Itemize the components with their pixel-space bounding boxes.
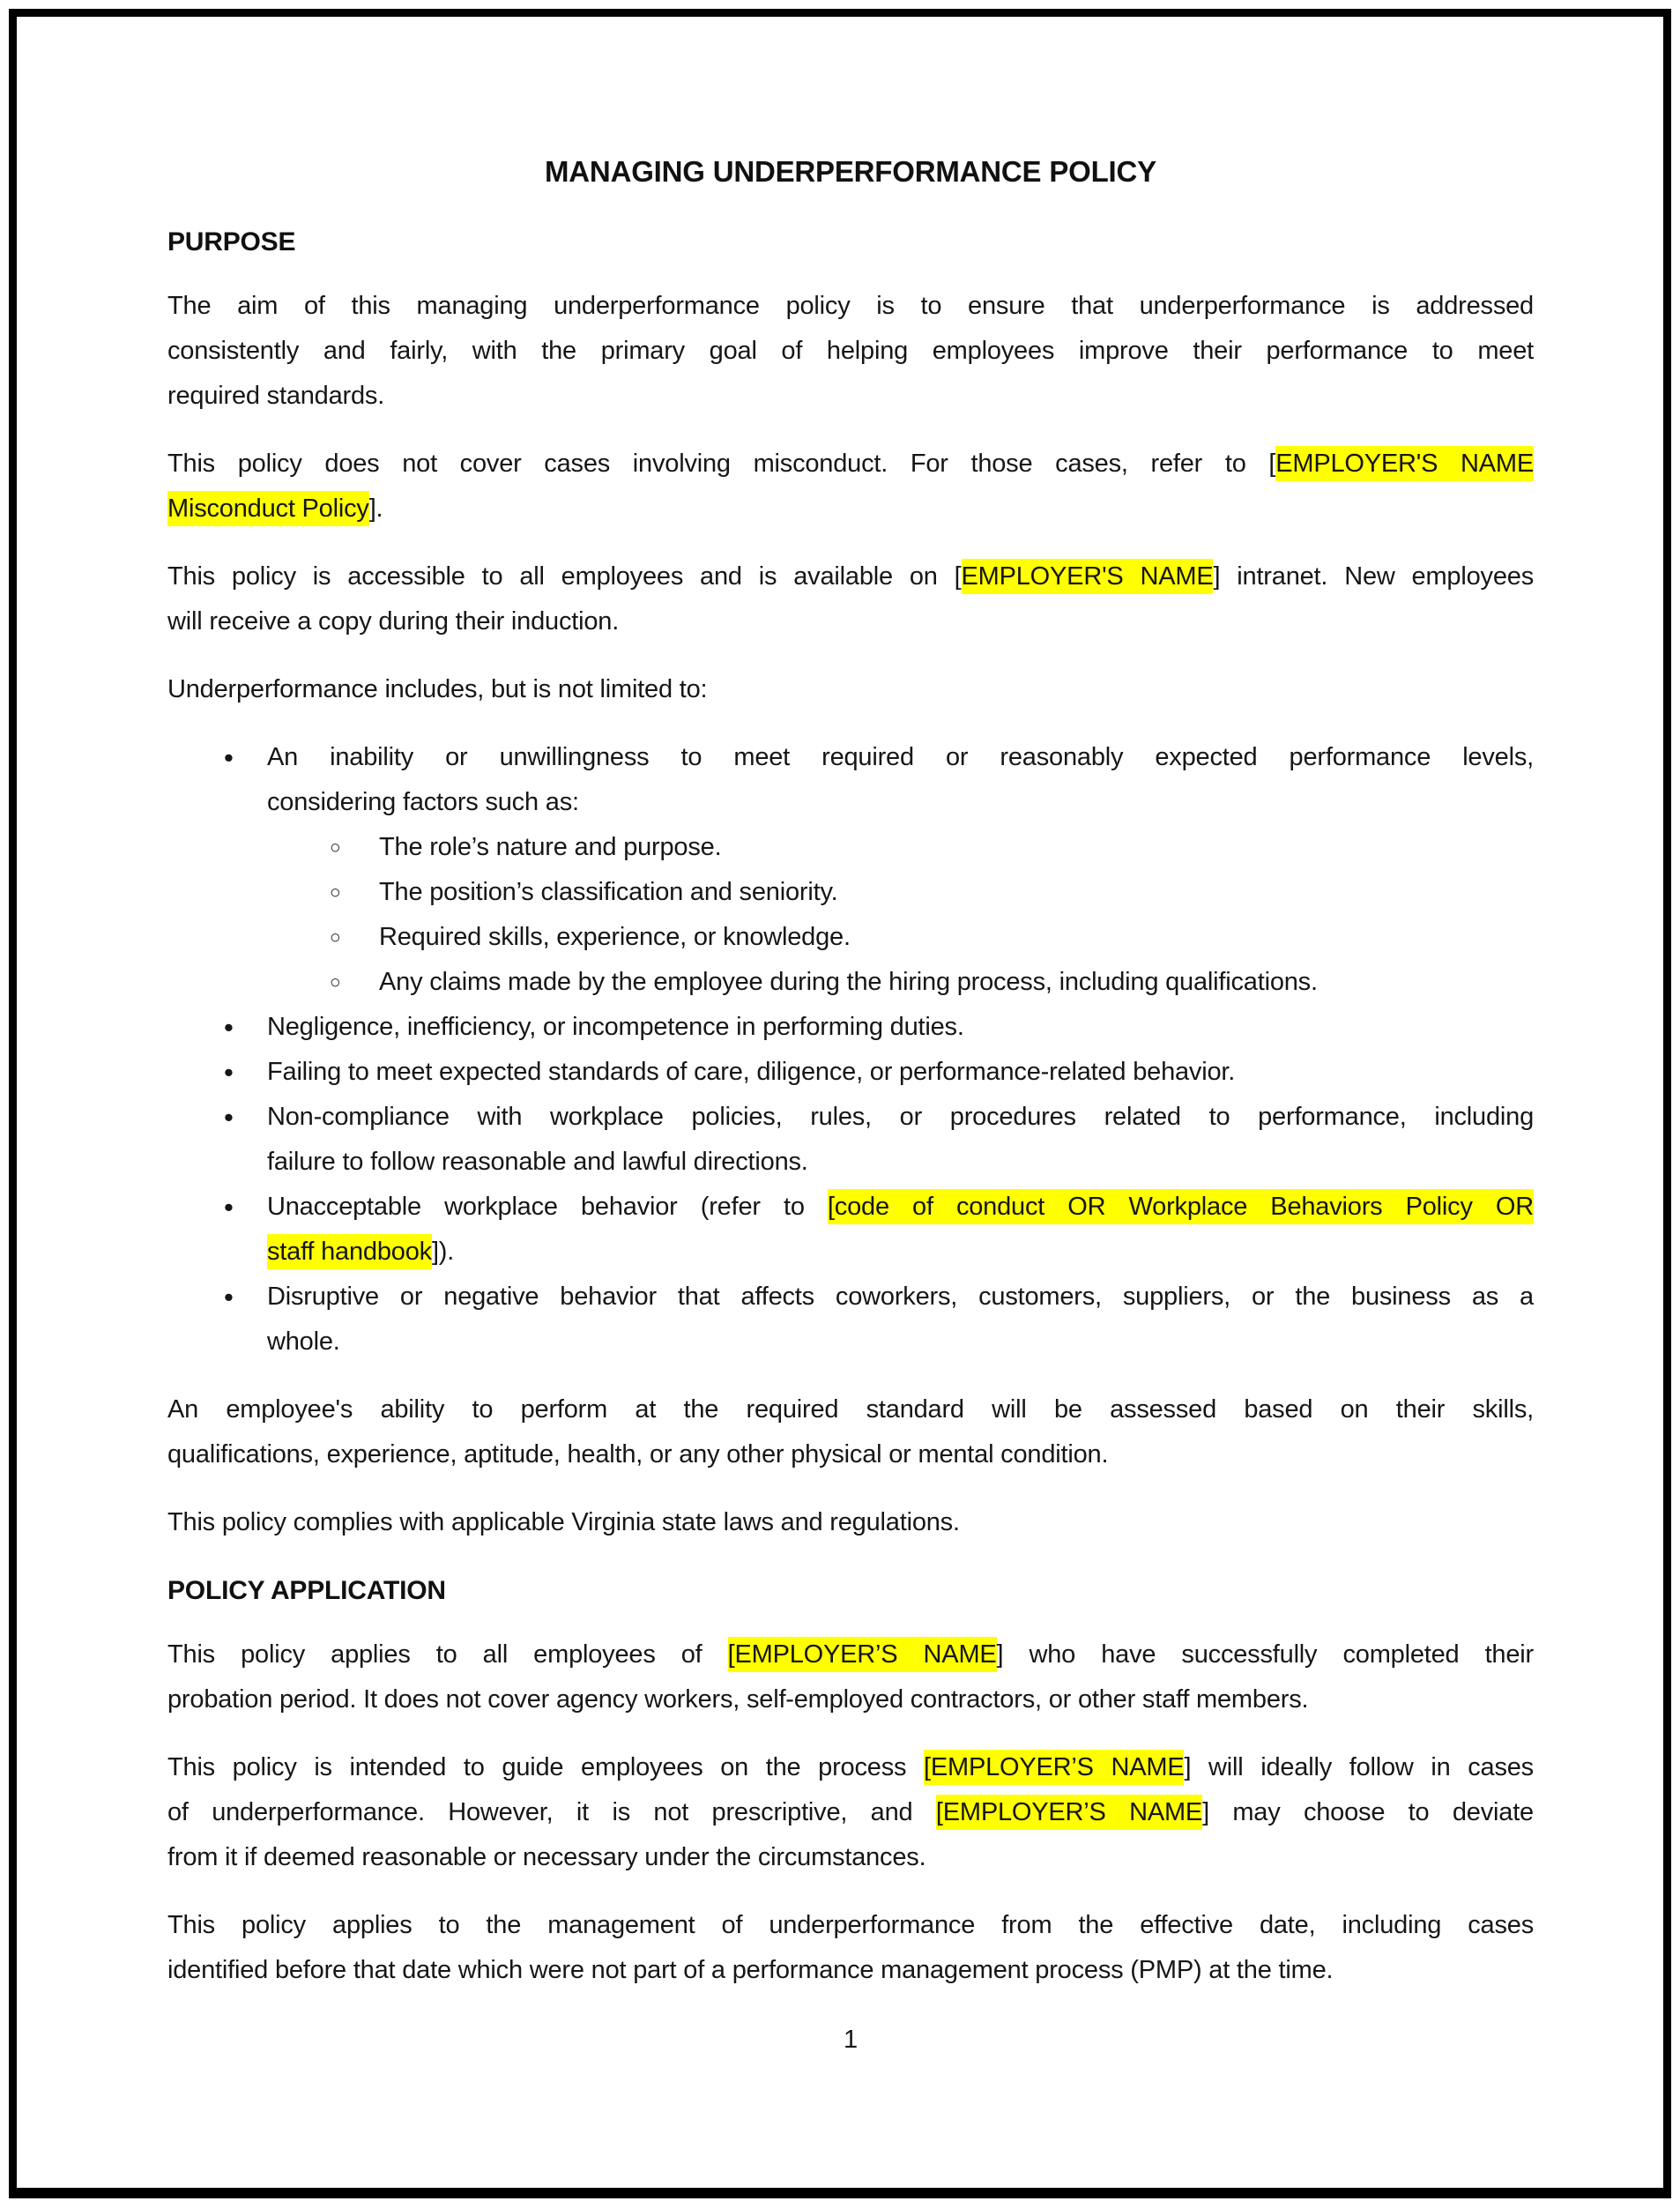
text-run: Required skills, experience, or knowledge.	[379, 923, 851, 951]
paragraph	[167, 1387, 1534, 1477]
text-run: This policy complies with applicable Virginia state laws and regulations.	[167, 1508, 960, 1536]
paragraph-line	[167, 284, 1534, 329]
text-run: An inability or unwillingness to meet required or reasonably expected performance levels,	[267, 743, 1534, 771]
highlighted-text: Misconduct Policy	[167, 491, 369, 526]
sub-bullet-marker: ○	[330, 972, 341, 993]
sub-bullet-marker: ○	[330, 882, 341, 903]
bullet-line	[167, 1320, 1534, 1364]
bullet-line	[167, 960, 1534, 1005]
text-run: Unacceptable workplace behavior (refer to	[267, 1193, 828, 1221]
paragraph	[167, 284, 1534, 419]
text-run: ]).	[431, 1238, 455, 1266]
bullet-line	[167, 1140, 1534, 1185]
highlighted-text: [EMPLOYER’S NAME	[728, 1637, 997, 1672]
paragraph-line	[167, 1745, 1534, 1790]
paragraph	[167, 1632, 1534, 1722]
paragraph-line	[167, 1790, 1534, 1835]
text-run: consistently and fairly, with the primary goal of helping employees improve their performance to meet	[167, 337, 1534, 365]
text-run: qualifications, experience, aptitude, health, or any other physical or mental condition.	[167, 1440, 1109, 1469]
paragraph	[167, 554, 1534, 644]
bullet-line	[167, 1050, 1534, 1095]
text-run: The position’s classification and seniority.	[379, 878, 838, 906]
document-content	[167, 149, 1534, 2063]
text-run: This policy applies to the management of underperformance from the effective date, including cases	[167, 1911, 1534, 1939]
paragraph	[167, 667, 1534, 712]
text-run: Failing to meet expected standards of care, diligence, or performance-related behavior.	[267, 1058, 1236, 1086]
text-run: This policy does not cover cases involving misconduct. For those cases, refer to [	[167, 450, 1276, 478]
paragraph-line	[167, 374, 1534, 419]
text-run: ] who have successfully completed their	[996, 1640, 1534, 1669]
sub-bullet-marker: ○	[330, 927, 341, 948]
text-run: failure to follow reasonable and lawful directions.	[267, 1148, 808, 1176]
bullet-marker: •	[224, 1192, 234, 1223]
text-run: ] may choose to deviate	[1202, 1798, 1534, 1826]
section-heading: PURPOSE	[167, 227, 296, 257]
paragraph	[167, 1903, 1534, 1993]
paragraph	[167, 442, 1534, 532]
highlighted-text: [EMPLOYER’S NAME	[924, 1750, 1184, 1785]
paragraph-line	[167, 329, 1534, 374]
paragraph-line	[167, 1948, 1534, 1993]
text-run: identified before that date which were not part of a performance management process (PMP) at the time.	[167, 1956, 1334, 1984]
text-run: probation period. It does not cover agency workers, self-employed contractors, or other staff members.	[167, 1685, 1309, 1714]
paragraph-line	[167, 1903, 1534, 1948]
highlighted-text: staff handbook	[267, 1234, 432, 1269]
text-run: ] intranet. New employees	[1213, 562, 1534, 591]
bullet-line	[167, 1005, 1534, 1050]
highlighted-text: [code of conduct OR Workplace Behaviors Policy OR	[828, 1189, 1534, 1224]
paragraph	[167, 1500, 1534, 1545]
paragraph-line	[167, 442, 1534, 487]
text-run: This policy applies to all employees of	[167, 1640, 728, 1669]
text-run: This policy is intended to guide employees on the process	[167, 1753, 924, 1781]
paragraph-line	[167, 1500, 1534, 1545]
bullet-line	[167, 1275, 1534, 1320]
paragraph-line	[167, 487, 1534, 532]
text-run: Disruptive or negative behavior that affects coworkers, customers, suppliers, or the business as a	[267, 1283, 1534, 1311]
text-run: will receive a copy during their induction.	[167, 607, 620, 636]
text-run: required standards.	[167, 382, 385, 410]
bullet-marker: •	[224, 1057, 234, 1088]
paragraph-line	[167, 1432, 1534, 1477]
paragraph-line	[167, 1835, 1534, 1880]
text-run: ] will ideally follow in cases	[1184, 1753, 1534, 1781]
document-title: MANAGING UNDERPERFORMANCE POLICY	[545, 155, 1156, 188]
bullet-marker: •	[224, 742, 234, 773]
paragraph-line	[167, 667, 1534, 712]
sub-bullet-marker: ○	[330, 837, 341, 858]
text-run: An employee's ability to perform at the required standard will be assessed based on their skills,	[167, 1395, 1534, 1424]
text-run: of underperformance. However, it is not prescriptive, and	[167, 1798, 936, 1826]
text-run: considering factors such as:	[267, 788, 579, 816]
paragraph-line	[167, 554, 1534, 599]
bullet-line	[167, 915, 1534, 960]
highlighted-text: [EMPLOYER’S NAME	[936, 1795, 1202, 1830]
bullet-line	[167, 1230, 1534, 1275]
bullet-line	[167, 825, 1534, 870]
text-run: The aim of this managing underperformance policy is to ensure that underperformance is addressed	[167, 292, 1534, 320]
text-run: Non-compliance with workplace policies, rules, or procedures related to performance, including	[267, 1103, 1534, 1131]
paragraph-line	[167, 1677, 1534, 1722]
highlighted-text: EMPLOYER'S NAME	[962, 559, 1214, 594]
bullet-line	[167, 870, 1534, 915]
text-run: Negligence, inefficiency, or incompetence in performing duties.	[267, 1013, 964, 1041]
highlighted-text: EMPLOYER'S NAME	[1275, 446, 1534, 481]
paragraph-line	[167, 1387, 1534, 1432]
text-run: ].	[368, 494, 383, 523]
bullet-marker: •	[224, 1282, 234, 1312]
bullet-marker: •	[224, 1102, 234, 1133]
bullet-line	[167, 780, 1534, 825]
bullet-line	[167, 735, 1534, 780]
document-body	[167, 219, 1534, 1993]
bullet-line	[167, 1185, 1534, 1230]
text-run: from it if deemed reasonable or necessary under the circumstances.	[167, 1843, 926, 1871]
text-run: whole.	[267, 1327, 340, 1356]
paragraph-line	[167, 599, 1534, 644]
paragraph-line	[167, 1632, 1534, 1677]
text-run: Underperformance includes, but is not limited to:	[167, 675, 708, 703]
section-heading: POLICY APPLICATION	[167, 1576, 446, 1605]
bullet-marker: •	[224, 1012, 234, 1043]
paragraph	[167, 1745, 1534, 1880]
bullet-list	[167, 735, 1534, 1364]
page-number: 1	[844, 2026, 858, 2054]
text-run: Any claims made by the employee during the hiring process, including qualifications.	[379, 968, 1318, 996]
text-run: This policy is accessible to all employees and is available on [	[167, 562, 962, 591]
bullet-line	[167, 1095, 1534, 1140]
text-run: The role’s nature and purpose.	[379, 833, 722, 861]
